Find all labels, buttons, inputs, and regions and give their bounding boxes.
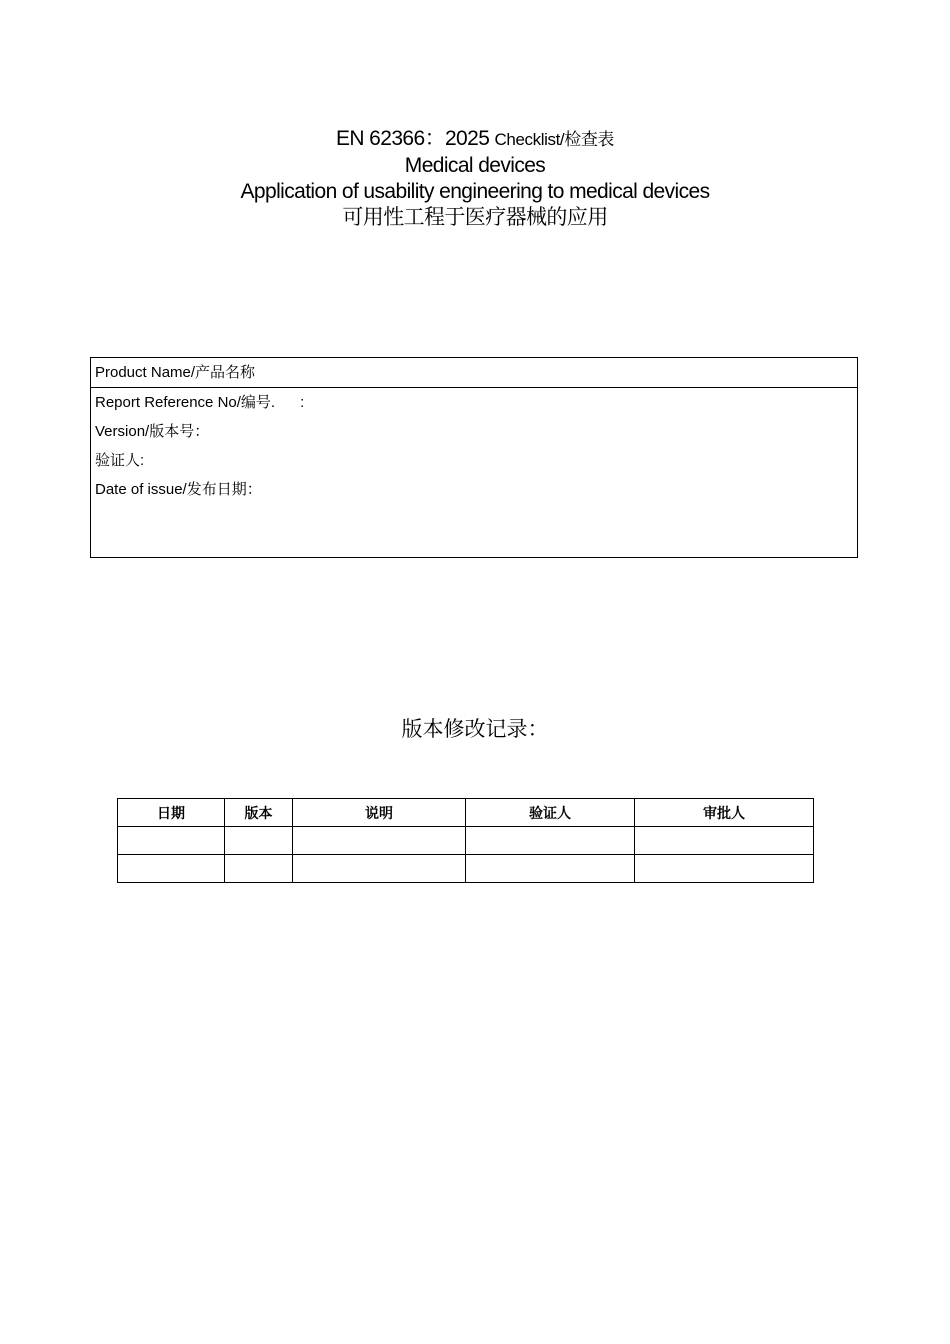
table-cell[interactable] — [293, 855, 466, 883]
version-field[interactable]: Version/版本号： — [95, 423, 210, 440]
table-header-row — [118, 799, 814, 827]
table-cell[interactable] — [118, 855, 225, 883]
table-cell[interactable] — [225, 855, 293, 883]
table-cell[interactable] — [225, 827, 293, 855]
table-cell[interactable] — [635, 827, 814, 855]
title-standard: EN 62366：2025 — [335, 127, 495, 150]
column-header-version: 版本 — [225, 799, 293, 827]
title-chinese: 可用性工程于医疗器械的应用 — [342, 206, 608, 229]
title-application: Application of usability engineering to medical devices — [240, 180, 710, 203]
document-title — [0, 126, 950, 231]
table-row — [118, 855, 814, 883]
table-cell[interactable] — [466, 855, 635, 883]
revision-history-table — [117, 798, 814, 883]
column-header-verifier: 验证人 — [466, 799, 635, 827]
table-row — [118, 827, 814, 855]
table-cell[interactable] — [466, 827, 635, 855]
report-reference-field[interactable]: Report Reference No/编号. : — [95, 394, 305, 411]
product-info-box — [90, 357, 858, 558]
date-of-issue-field[interactable]: Date of issue/发布日期： — [95, 481, 262, 498]
column-header-description: 说明 — [293, 799, 466, 827]
verifier-field[interactable]: 验证人: — [95, 452, 145, 469]
column-header-date: 日期 — [118, 799, 225, 827]
revision-history-title: 版本修改记录： — [401, 718, 549, 741]
title-medical-devices: Medical devices — [404, 154, 546, 177]
column-header-approver: 审批人 — [635, 799, 814, 827]
title-checklist: Checklist/检查表 — [494, 130, 615, 149]
table-cell[interactable] — [635, 855, 814, 883]
title-standard-line — [0, 126, 950, 153]
table-cell[interactable] — [293, 827, 466, 855]
product-name-field[interactable]: Product Name/产品名称 — [91, 358, 857, 388]
table-cell[interactable] — [118, 827, 225, 855]
